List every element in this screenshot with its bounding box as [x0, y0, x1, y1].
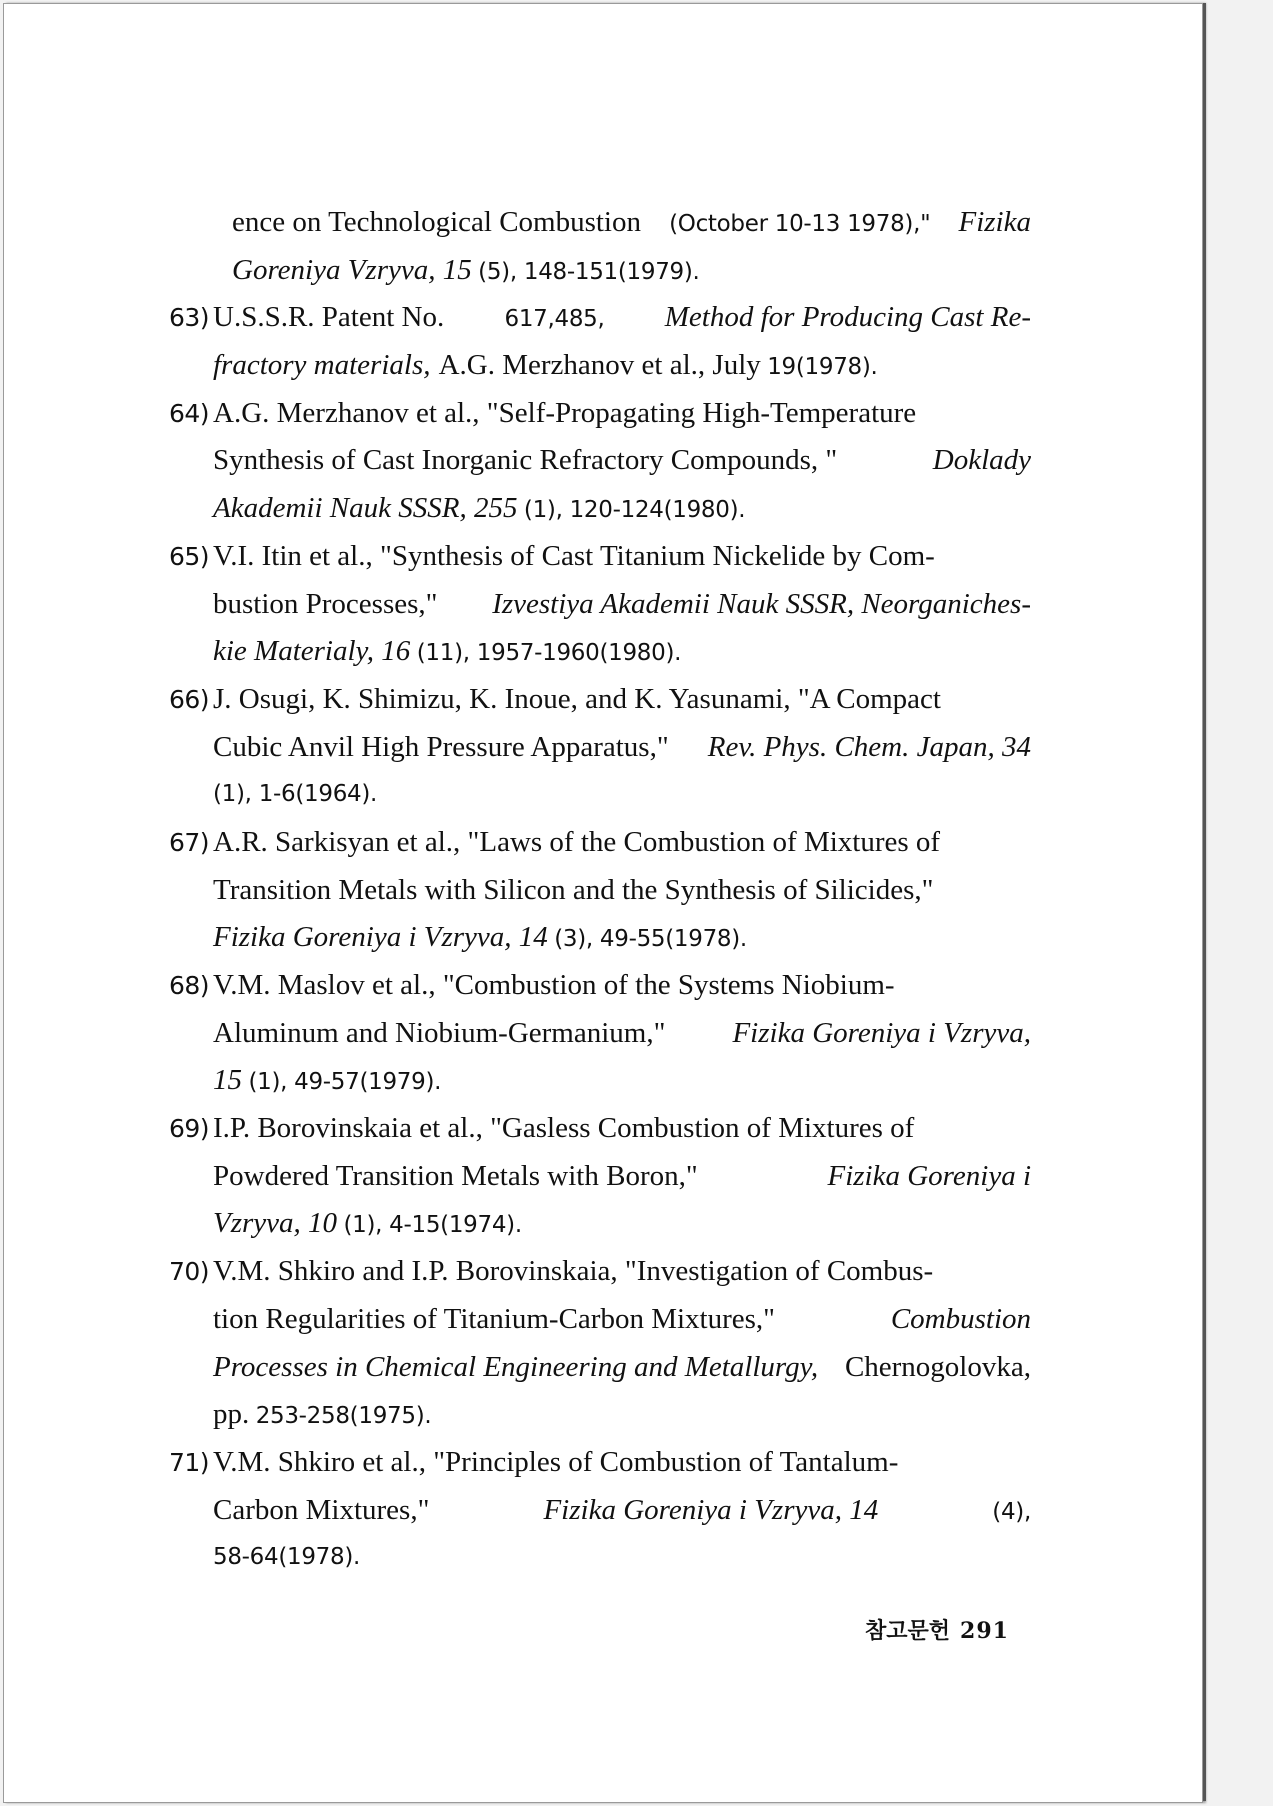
- italic-text: Processes in Chemical Engineering and Metallurgy,: [213, 1350, 819, 1383]
- italic-text: Fizika Goreniya i Vzryva,: [732, 1016, 1031, 1049]
- text-segment: I.P. Borovinskaia et al., "Gasless Combustion of Mixtures of: [213, 1112, 915, 1145]
- text-segment: 58-64(1978).: [213, 1544, 361, 1571]
- text-segment: (1), 49-57(1979).: [248, 1069, 442, 1096]
- text-segment: (11), 1957-1960(1980).: [416, 640, 682, 667]
- reference-line: [213, 581, 1031, 629]
- reference-number: 63): [169, 303, 210, 333]
- reference-text: [201, 1105, 1031, 1248]
- reference-text: [201, 676, 1031, 819]
- text-segment: Carbon Mixtures,": [213, 1493, 430, 1526]
- text-segment: Powdered Transition Metals with Boron,": [213, 1159, 698, 1192]
- reference-line: [213, 676, 1031, 724]
- italic-text: Goreniya Vzryva, 15: [232, 253, 472, 286]
- reference-text: [201, 819, 1031, 962]
- italic-text: Izvestiya Akademii Nauk SSSR, Neorganiches-: [492, 587, 1031, 620]
- reference-line: [213, 1534, 1031, 1582]
- reference-line: [213, 437, 1031, 485]
- reference-line: [213, 914, 1031, 962]
- reference-line: [213, 1296, 1031, 1344]
- text-segment: Cubic Anvil High Pressure Apparatus,": [213, 730, 669, 763]
- text-segment: Synthesis of Cast Inorganic Refractory Compounds, ": [213, 444, 838, 477]
- reference-list: [169, 199, 1031, 1582]
- text-segment: V.M. Shkiro and I.P. Borovinskaia, "Investigation of Combus-: [213, 1255, 934, 1288]
- italic-text: Vzryva, 10: [213, 1207, 338, 1240]
- italic-text: kie Materialy, 16: [213, 635, 411, 668]
- reference-line: [213, 485, 1031, 533]
- reference-line: [213, 1200, 1031, 1248]
- reference-line: [232, 247, 1031, 295]
- reference-line: [213, 294, 1031, 342]
- text-segment: (4),: [992, 1498, 1031, 1525]
- text-segment: ence on Technological Combustion: [232, 206, 641, 238]
- text-segment: (5), 148-151(1979).: [478, 258, 700, 285]
- italic-text: Fizika Goreniya i: [827, 1159, 1031, 1192]
- text-segment: (October 10-13 1978),": [669, 211, 931, 237]
- text-segment: Transition Metals with Silicon and the Synthesis of Silicides,": [213, 873, 934, 906]
- reference-number: 68): [169, 971, 210, 1000]
- reference-line: [213, 1105, 1031, 1153]
- reference-line: [232, 199, 1031, 247]
- text-segment: A.G. Merzhanov et al., "Self-Propagating High-Temperature: [213, 396, 917, 429]
- reference-line: [213, 1391, 1031, 1439]
- reference-line: [213, 1487, 1031, 1535]
- text-segment: A.G. Merzhanov et al., July: [438, 349, 761, 382]
- reference-entry: [169, 533, 1031, 676]
- text-segment: Aluminum and Niobium-Germanium,": [213, 1016, 666, 1049]
- text-segment: Chernogolovka,: [844, 1350, 1031, 1383]
- reference-entry: [169, 962, 1031, 1105]
- text-segment: A.R. Sarkisyan et al., "Laws of the Combustion of Mixtures of: [213, 825, 941, 858]
- reference-entry: [169, 199, 1031, 294]
- reference-entry: [169, 294, 1031, 389]
- reference-line: [213, 1153, 1031, 1201]
- text-segment: 617,485,: [504, 306, 605, 333]
- reference-line: [213, 533, 1031, 581]
- reference-number: 66): [169, 684, 210, 714]
- italic-text: Combustion: [890, 1302, 1031, 1335]
- reference-number: 71): [169, 1447, 210, 1477]
- text-segment: bustion Processes,": [213, 587, 438, 620]
- text-segment: V.M. Shkiro et al., "Principles of Combustion of Tantalum-: [213, 1445, 899, 1478]
- text-segment: V.M. Maslov et al., "Combustion of the Systems Niobium-: [213, 969, 895, 1001]
- reference-entry: [169, 1248, 1031, 1439]
- text-segment: (1), 1-6(1964).: [213, 781, 378, 808]
- reference-line: [213, 628, 1031, 676]
- reference-entry: [169, 676, 1031, 819]
- text-segment: (3), 49-55(1978).: [554, 926, 747, 953]
- reference-text: [201, 533, 1031, 676]
- reference-line: [213, 724, 1031, 772]
- reference-line: [213, 1439, 1031, 1487]
- reference-number: 69): [169, 1114, 210, 1144]
- italic-text: Fizika Goreniya i Vzryva, 14: [543, 1493, 879, 1526]
- italic-text: Fizika Goreniya i Vzryva, 14: [213, 921, 548, 954]
- reference-line: [213, 390, 1031, 438]
- reference-line: [213, 1057, 1031, 1105]
- text-segment: (1), 4-15(1974).: [343, 1212, 522, 1239]
- italic-text: Doklady: [932, 444, 1031, 477]
- text-segment: pp.: [213, 1398, 250, 1431]
- text-segment: J. Osugi, K. Shimizu, K. Inoue, and K. Yasunami, "A Compact: [213, 682, 941, 715]
- reference-text: [201, 199, 1031, 294]
- italic-text: Rev. Phys. Chem. Japan, 34: [707, 730, 1031, 763]
- reference-line: [213, 1344, 1031, 1392]
- italic-text: Method for Producing Cast Re-: [664, 301, 1031, 334]
- reference-line: [213, 771, 1031, 819]
- text-segment: 253-258(1975).: [255, 1403, 432, 1430]
- text-segment: U.S.S.R. Patent No.: [213, 301, 445, 334]
- reference-line: [213, 1248, 1031, 1296]
- reference-number: 65): [169, 541, 210, 571]
- page-number: 291: [960, 1618, 1009, 1644]
- text-segment: tion Regularities of Titanium-Carbon Mixtures,": [213, 1302, 776, 1335]
- reference-line: [213, 962, 1031, 1010]
- footer-section-title: 참고문헌: [865, 1619, 951, 1644]
- reference-line: [213, 1010, 1031, 1058]
- text-segment: 19(1978).: [767, 354, 878, 381]
- reference-number: 64): [169, 398, 210, 428]
- reference-entry: [169, 819, 1031, 962]
- italic-text: Fizika: [958, 206, 1031, 238]
- italic-text: fractory materials,: [213, 349, 431, 382]
- reference-text: [201, 1248, 1031, 1439]
- page-edge-shadow: [1203, 3, 1206, 1801]
- reference-number: 67): [169, 827, 210, 857]
- reference-line: [213, 867, 1031, 915]
- document-page: [3, 3, 1203, 1803]
- reference-line: [213, 819, 1031, 867]
- reference-text: [201, 962, 1031, 1105]
- reference-entry: [169, 1439, 1031, 1582]
- text-segment: V.I. Itin et al., "Synthesis of Cast Titanium Nickelide by Com-: [213, 539, 935, 572]
- reference-line: [213, 342, 1031, 390]
- reference-text: [201, 1439, 1031, 1582]
- reference-entry: [169, 390, 1031, 533]
- reference-text: [201, 390, 1031, 533]
- page-footer: [865, 1614, 1009, 1645]
- italic-text: 15: [213, 1064, 242, 1097]
- reference-text: [201, 294, 1031, 389]
- reference-entry: [169, 1105, 1031, 1248]
- italic-text: Akademii Nauk SSSR, 255: [213, 492, 518, 525]
- reference-number: 70): [169, 1257, 210, 1287]
- text-segment: (1), 120-124(1980).: [523, 497, 746, 524]
